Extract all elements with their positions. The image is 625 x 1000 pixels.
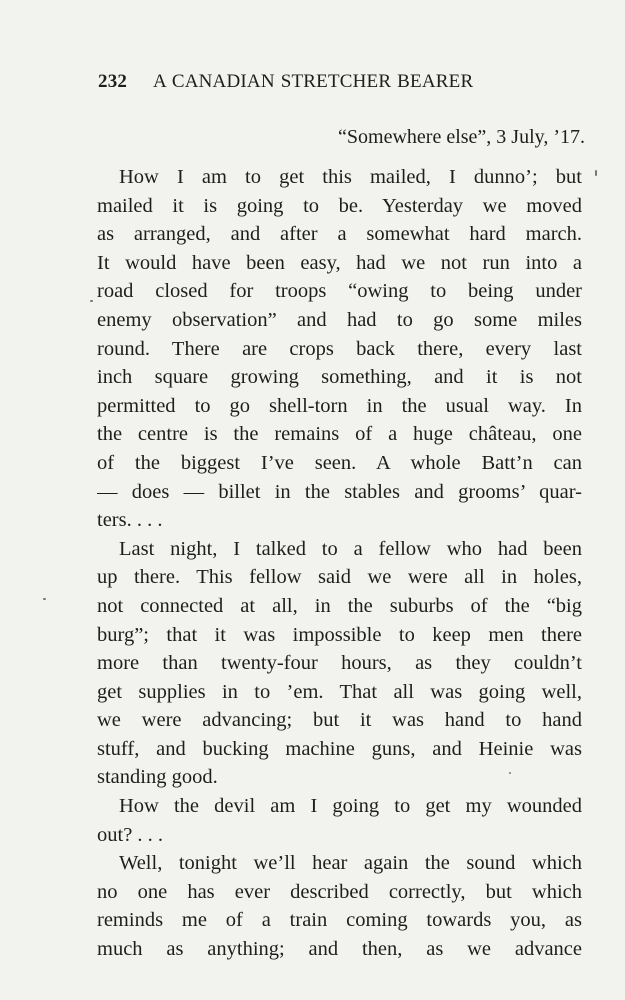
text-line: How I am to get this mailed, I dunno’; but — [119, 166, 582, 188]
text-line: inch square growing something, and it is not — [97, 366, 582, 389]
text-line: up there. This fellow said we were all in holes, — [97, 566, 582, 589]
text-line: standing good. — [97, 766, 218, 789]
text-line: Last night, I talked to a fellow who had been — [119, 537, 582, 560]
text-line: out? . . . — [97, 823, 164, 846]
text-line: mailed it is going to be. Yesterday we moved — [97, 194, 582, 217]
text-line: get supplies in to ’em. That all was going well, — [97, 680, 582, 703]
page-number: 232 — [98, 71, 128, 92]
text-line: reminds me of a train coming towards you, as — [97, 909, 582, 932]
text-line: of the biggest I’ve seen. A whole Batt’n can — [97, 451, 582, 474]
text-line: no one has ever described correctly, but which — [97, 880, 582, 903]
text-line: Well, tonight we’ll hear again the sound which — [119, 852, 582, 875]
letter-dateline: “Somewhere else”, 3 July, ’17. — [338, 126, 585, 148]
text-line: more than twenty-four hours, as they couldn’t — [97, 652, 582, 675]
text-line: stuff, and bucking machine guns, and Heinie was — [97, 737, 582, 760]
text-line: we were advancing; but it was hand to hand — [97, 709, 582, 732]
text-line: How the devil am I going to get my wounded — [119, 795, 582, 818]
text-line: burg”; that it was impossible to keep men there — [97, 623, 582, 646]
scan-speck — [595, 170, 597, 176]
text-line: permitted to go shell-torn in the usual way. In — [97, 394, 582, 417]
running-title: A CANADIAN STRETCHER BEARER — [153, 71, 474, 92]
text-line: road closed for troops “owing to being under — [97, 280, 582, 303]
text-line: — does — billet in the stables and grooms’ quar- — [97, 480, 582, 503]
scan-speck — [90, 300, 93, 302]
text-line: round. There are crops back there, every last — [97, 337, 582, 360]
scan-speck — [509, 772, 511, 774]
text-line: enemy observation” and had to go some miles — [97, 308, 582, 331]
text-line: the centre is the remains of a huge château, one — [97, 423, 582, 446]
body-text — [97, 163, 582, 964]
text-line: not connected at all, in the suburbs of the “big — [97, 594, 582, 617]
text-line: It would have been easy, had we not run into a — [97, 251, 582, 274]
text-line: ters. . . . — [97, 509, 163, 532]
text-line: as arranged, and after a somewhat hard march. — [97, 223, 582, 246]
scan-speck — [43, 598, 46, 600]
running-head — [98, 70, 518, 94]
text-line: much as anything; and then, as we advance — [97, 938, 582, 961]
